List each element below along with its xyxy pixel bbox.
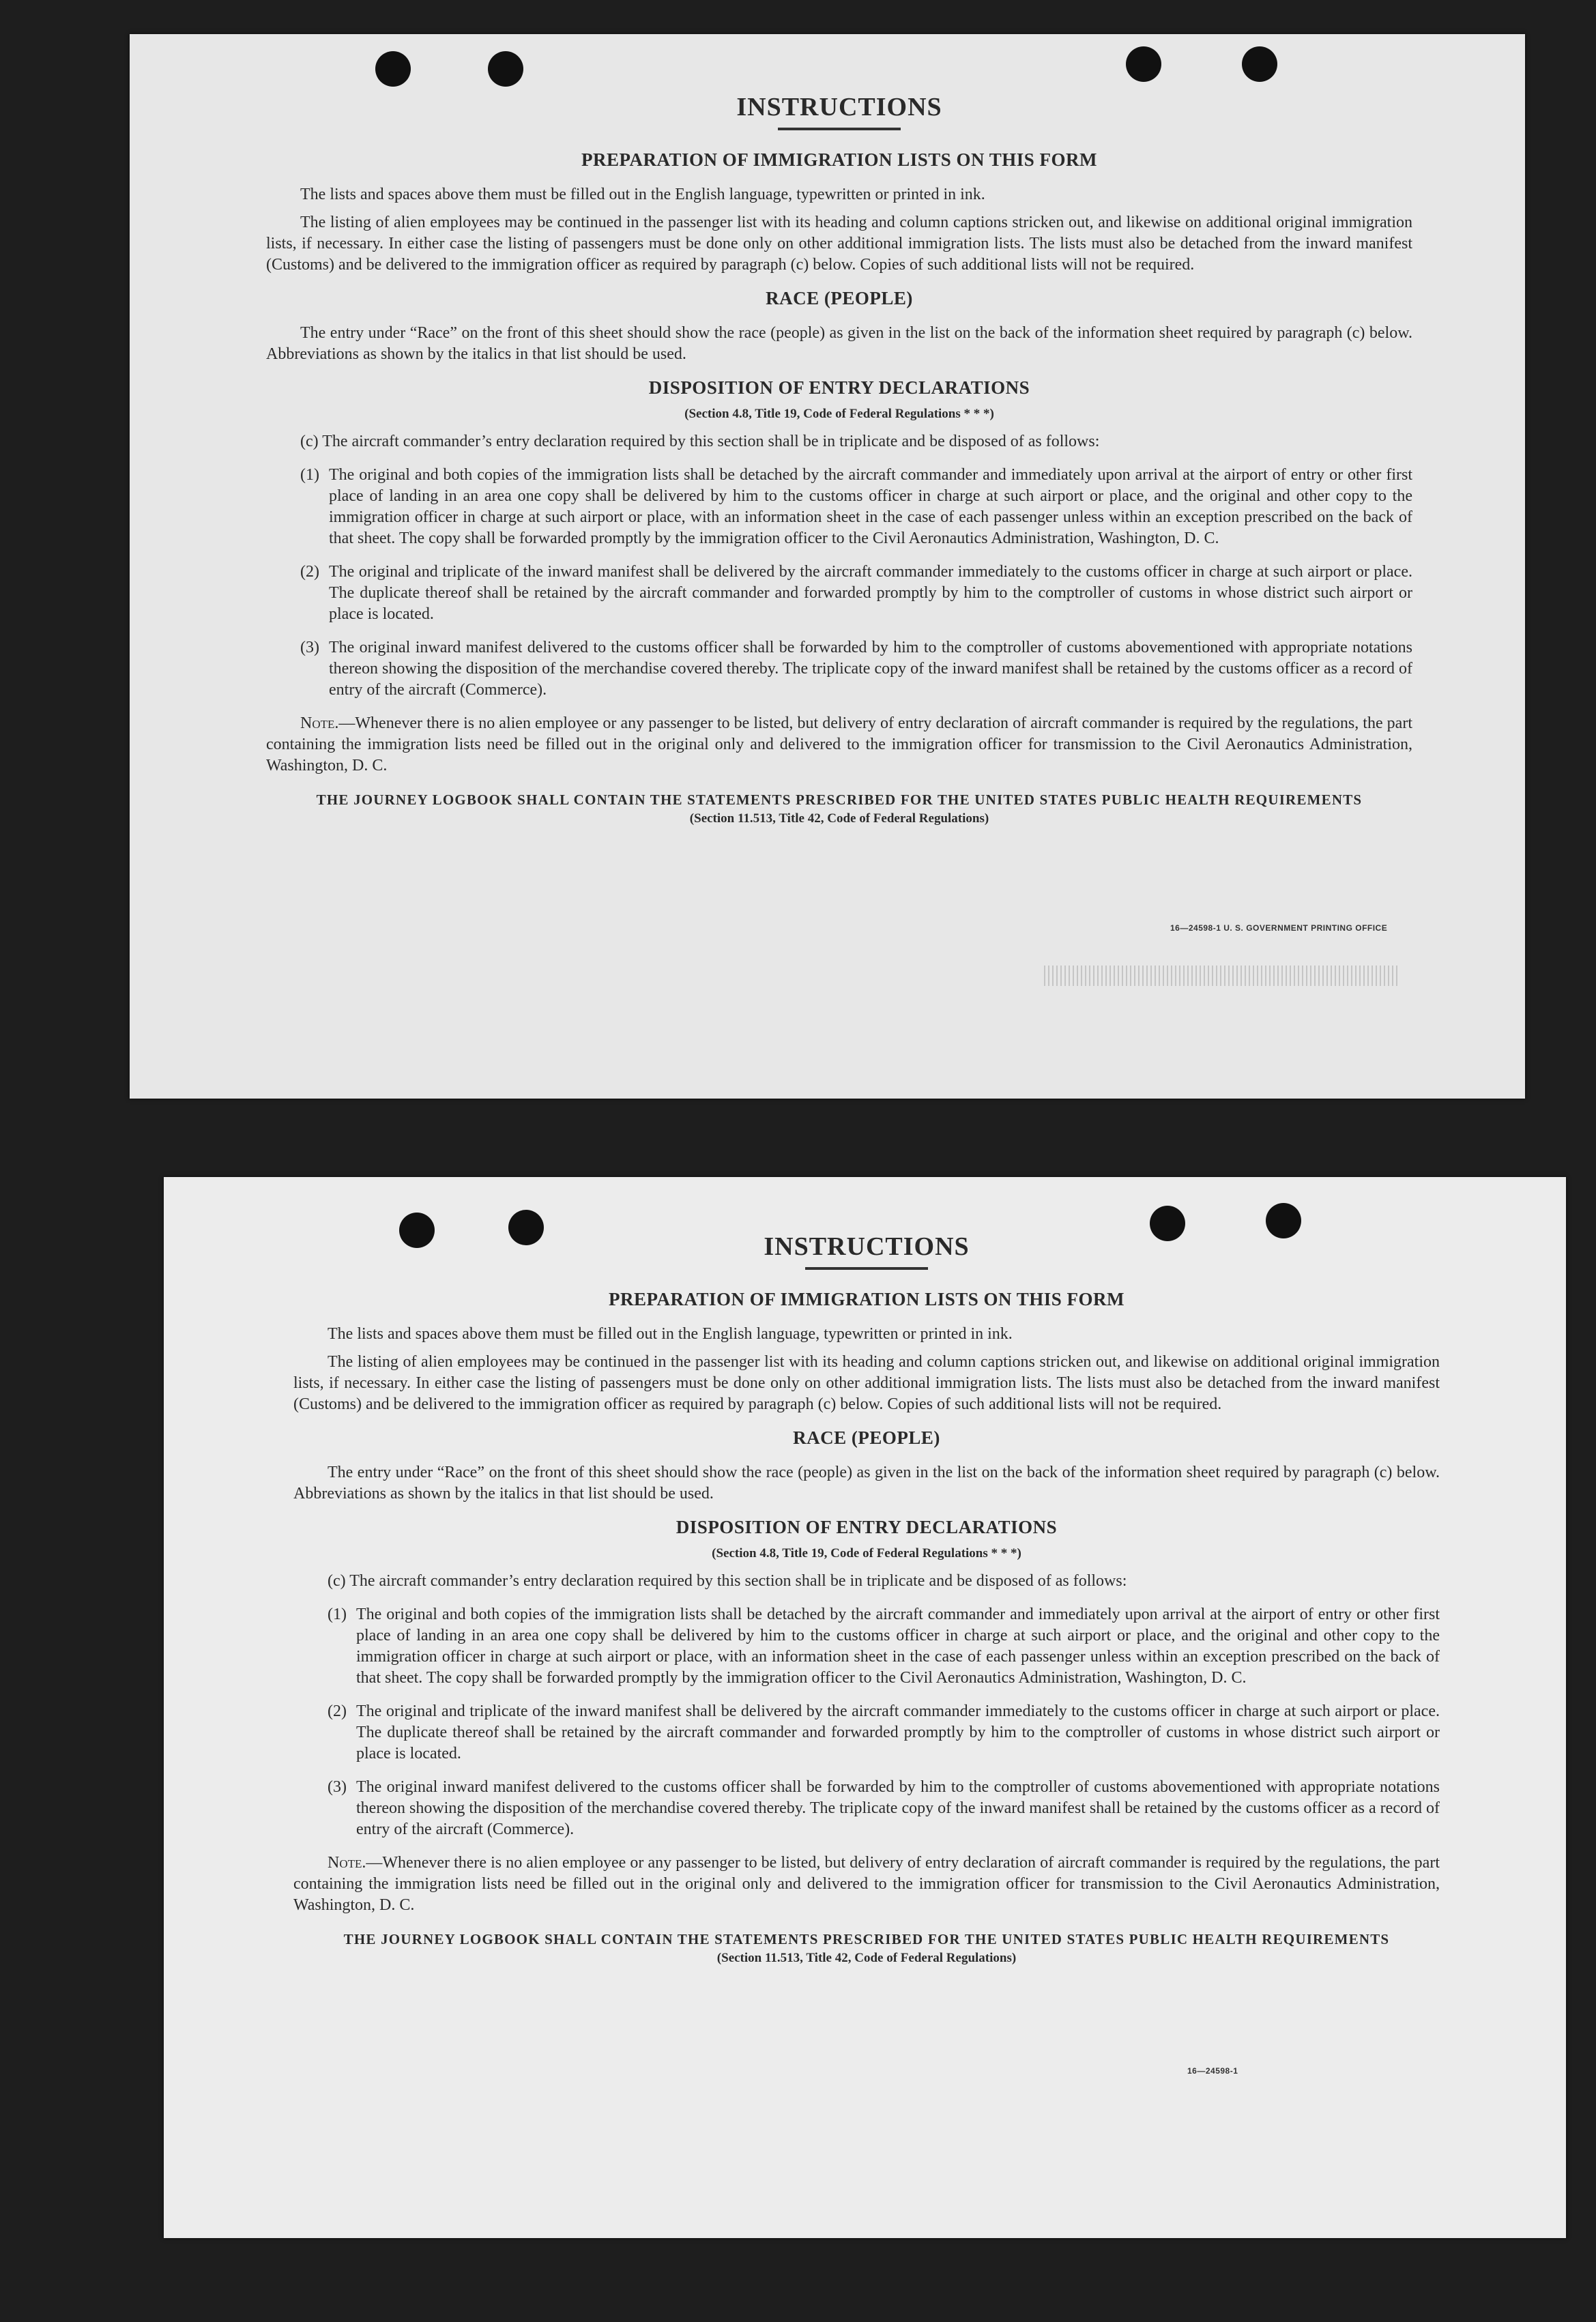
print-code: 16—24598-1 [1187, 2066, 1238, 2076]
section-heading-race: RACE (PEOPLE) [766, 288, 913, 308]
list-item [300, 562, 1412, 625]
list-item-number: (1) [300, 466, 319, 484]
instructions-content [266, 89, 1412, 826]
punch-hole [375, 51, 411, 87]
list-item-number: (2) [328, 1702, 347, 1720]
paragraph: The listing of alien employees may be continued in the passenger list with its heading and column captions stricken out, and likewise on additional original immigration lists, if necessary. In either case the listing of passengers must be done only on other additional immigration lists. The lists must also be detached from the inward manifest (Customs) and be delivered to the immigration officer as required by paragraph (c) below. Copies of such additional lists will not be required. [293, 1353, 1440, 1413]
title-divider [805, 1267, 928, 1270]
note-label: Note. [328, 1854, 366, 1872]
list-item [328, 1604, 1440, 1689]
note-paragraph [266, 713, 1412, 777]
bleed-through-mark [1044, 966, 1399, 986]
paragraph: The entry under “Race” on the front of this sheet should show the race (people) as given in the list on the back of the information sheet required by paragraph (c) below. Abbreviations as shown by the italics in that list should be used. [266, 324, 1412, 363]
note-label: Note. [300, 714, 339, 732]
section-heading-disposition: DISPOSITION OF ENTRY DECLARATIONS [676, 1517, 1058, 1537]
journey-logbook-heading: THE JOURNEY LOGBOOK SHALL CONTAIN THE STATEMENTS PRESCRIBED FOR THE UNITED STATES PUBLIC HEALTH REQUIREMENTS [343, 1931, 1390, 1947]
regulation-citation: (Section 11.513, Title 42, Code of Federal Regulations) [689, 811, 989, 826]
list-item-number: (1) [328, 1606, 347, 1623]
section-heading-disposition: DISPOSITION OF ENTRY DECLARATIONS [648, 377, 1030, 398]
list-item [328, 1701, 1440, 1765]
list-item-number: (2) [300, 563, 319, 581]
list-item [300, 637, 1412, 701]
punch-hole [1126, 46, 1161, 82]
document-sheet-bottom [164, 1177, 1566, 2238]
page-title: INSTRUCTIONS [736, 93, 942, 121]
punch-hole [488, 51, 523, 87]
list-item-text: The original inward manifest delivered to the customs officer shall be forwarded by him to the comptroller of customs abovementioned with appropriate notations thereon showing the disposition of the merchandise covered thereby. The triplicate copy of the inward manifest shall be retained by the customs officer as a record of entry of the aircraft (Commerce). [356, 1778, 1440, 1838]
list-item [300, 465, 1412, 549]
title-divider [778, 128, 901, 130]
print-code: 16—24598-1 U. S. GOVERNMENT PRINTING OFFICE [1170, 923, 1388, 933]
list-item-text: The original and triplicate of the inward manifest shall be delivered by the aircraft commander immediately to the customs officer in charge at such airport or place. The duplicate thereof shall be retained by the aircraft commander and forwarded promptly by him to the comptroller of customs in whose district such airport or place is located. [329, 563, 1412, 623]
punch-hole [1242, 46, 1277, 82]
note-text: —Whenever there is no alien employee or any passenger to be listed, but delivery of entry declaration of aircraft commander is required by the regulations, the part containing the immigration lists need be filled out in the original only and delivered to the immigration officer for transmission to the Civil Aeronautics Administration, Washington, D. C. [266, 714, 1412, 774]
list-item-text: The original inward manifest delivered to the customs officer shall be forwarded by him to the comptroller of customs abovementioned with appropriate notations thereon showing the disposition of the merchandise covered thereby. The triplicate copy of the inward manifest shall be retained by the customs officer as a record of entry of the aircraft (Commerce). [329, 639, 1412, 699]
paragraph: The lists and spaces above them must be filled out in the English language, typewritten or printed in ink. [300, 186, 985, 203]
document-sheet-top [130, 34, 1525, 1099]
section-heading-race: RACE (PEOPLE) [793, 1427, 940, 1448]
page-title: INSTRUCTIONS [764, 1232, 970, 1261]
list-item-text: The original and triplicate of the inward manifest shall be delivered by the aircraft commander immediately to the customs officer in charge at such airport or place. The duplicate thereof shall be retained by the aircraft commander and forwarded promptly by him to the comptroller of customs in whose district such airport or place is located. [356, 1702, 1440, 1762]
paragraph: The entry under “Race” on the front of this sheet should show the race (people) as given in the list on the back of the information sheet required by paragraph (c) below. Abbreviations as shown by the italics in that list should be used. [293, 1464, 1440, 1503]
paragraph: The lists and spaces above them must be filled out in the English language, typewritten or printed in ink. [328, 1325, 1013, 1343]
list-item-text: The original and both copies of the immigration lists shall be detached by the aircraft commander and immediately upon arrival at the airport of entry or other first place of landing in an area one copy shall be delivered by him to the customs officer in charge at such airport or place, and the original and other copy to the immigration officer in charge at such airport or place, with an information sheet in the case of each passenger unless within an exception prescribed on the back of that sheet. The copy shall be forwarded promptly by the immigration officer to the Civil Aeronautics Administration, Washington, D. C. [356, 1606, 1440, 1687]
regulation-citation: (Section 4.8, Title 19, Code of Federal Regulations * * *) [684, 407, 994, 421]
paragraph: (c) The aircraft commander’s entry declaration required by this section shall be in triplicate and be disposed of as follows: [328, 1572, 1127, 1590]
journey-logbook-heading: THE JOURNEY LOGBOOK SHALL CONTAIN THE STATEMENTS PRESCRIBED FOR THE UNITED STATES PUBLIC HEALTH REQUIREMENTS [316, 792, 1363, 808]
list-item-number: (3) [300, 639, 319, 656]
note-paragraph [293, 1853, 1440, 1916]
list-item [328, 1777, 1440, 1840]
regulation-citation: (Section 11.513, Title 42, Code of Federal Regulations) [716, 1951, 1017, 1965]
list-item-text: The original and both copies of the immigration lists shall be detached by the aircraft commander and immediately upon arrival at the airport of entry or other first place of landing in an area one copy shall be delivered by him to the customs officer in charge at such airport or place, and the original and other copy to the immigration officer in charge at such airport or place, with an information sheet in the case of each passenger unless within an exception prescribed on the back of that sheet. The copy shall be forwarded promptly by the immigration officer to the Civil Aeronautics Administration, Washington, D. C. [329, 466, 1412, 547]
paragraph: The listing of alien employees may be continued in the passenger list with its heading and column captions stricken out, and likewise on additional original immigration lists, if necessary. In either case the listing of passengers must be done only on other additional immigration lists. The lists must also be detached from the inward manifest (Customs) and be delivered to the immigration officer as required by paragraph (c) below. Copies of such additional lists will not be required. [266, 214, 1412, 274]
section-heading-preparation: PREPARATION OF IMMIGRATION LISTS ON THIS FORM [581, 149, 1098, 170]
paragraph: (c) The aircraft commander’s entry declaration required by this section shall be in triplicate and be disposed of as follows: [300, 433, 1100, 450]
instructions-content [293, 1228, 1440, 1966]
note-text: —Whenever there is no alien employee or any passenger to be listed, but delivery of entry declaration of aircraft commander is required by the regulations, the part containing the immigration lists need be filled out in the original only and delivered to the immigration officer for transmission to the Civil Aeronautics Administration, Washington, D. C. [293, 1854, 1440, 1914]
list-item-number: (3) [328, 1778, 347, 1796]
regulation-citation: (Section 4.8, Title 19, Code of Federal Regulations * * *) [712, 1546, 1021, 1561]
section-heading-preparation: PREPARATION OF IMMIGRATION LISTS ON THIS FORM [608, 1289, 1125, 1309]
